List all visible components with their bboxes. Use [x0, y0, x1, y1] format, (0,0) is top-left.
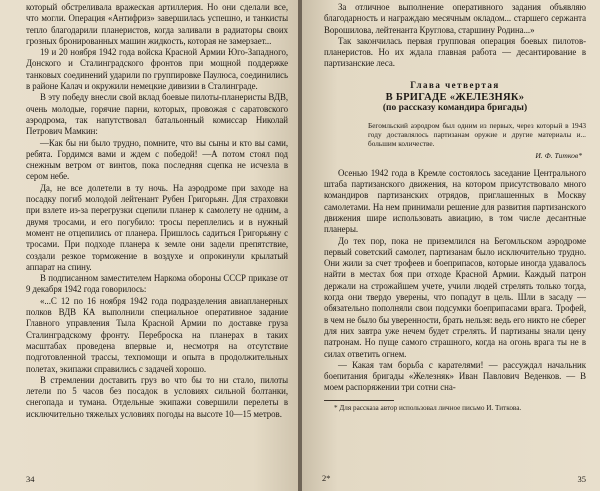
footnote-divider: [324, 400, 394, 401]
epigraph: Бегомльский аэродром был одним из первых, через который в 1943 году доставлялось партизанам оружие и другие материалы и... большим количестве.: [368, 120, 586, 148]
right-text-column: [324, 2, 586, 413]
paragraph: 19 и 20 ноября 1942 года войска Красной Армии Юго-Западного, Донского и Сталинградского фронтов при мощной поддержке танковых соединений ударили по группировке Паулюса, соединились в районе Калач и окружили немецкие дивизии в Сталинграде.: [26, 47, 288, 92]
left-text-column: [26, 2, 288, 420]
paragraph: Да, не все долетели в ту ночь. На аэродроме при заходе на посадку погиб молодой лейтенант Рубен Григорьян. Для страховки при взлете из-за перегрузки сцепили планер к самолету не одним, а двумя тросами, и его погубило: тросы переплелись и в нужный момент не отцепились от планера. Пришлось садиться Григорьяну с тросами. При подходе планера к земле они задели препятствие, создали резкое торможение в воздухе и опрокинули крылатый аппарат на спину.: [26, 182, 288, 272]
paragraph: В эту победу внесли свой вклад боевые пилоты-планеристы ВДВ, очень молодые, горячие парни, которых, провожая с саратовского аэродрома, так напутствовал батальонный комиссар Николай Петрович Мамкин:: [26, 92, 288, 137]
signature-mark: 2*: [322, 473, 331, 483]
page-number: 35: [577, 474, 586, 484]
left-page: [0, 0, 298, 491]
chapter-subtitle: (по рассказу командира бригады): [382, 102, 528, 113]
paragraph: В подписанном заместителем Наркома обороны СССР приказе от 9 декабря 1942 года говорилось:: [26, 273, 288, 295]
paragraph: За отличное выполнение оперативного задания объявляю благодарность и награждаю месячным окладом... старшего сержанта Ворошилова, лейтенанта Круглова, старшину Родина...»: [324, 2, 586, 35]
chapter-label: Глава четвертая: [410, 79, 500, 90]
footnote: * Для рассказа автор использовал личное письмо И. Титкова.: [334, 403, 522, 412]
chapter-title: В БРИГАДЕ «ЖЕЛЕЗНЯК»: [385, 91, 525, 103]
paragraph: —Как бы ни было трудно, помните, что вы сыны и кто вы сами, ребята. Гордимся вами и ждем с победой! —А потом стоял под снежным ветром от винтов, пока последняя сцепка не исчезла в сером небе.: [26, 137, 288, 182]
epigraph-author: И. Ф. Титков*: [535, 150, 582, 160]
page-number: 34: [26, 474, 35, 484]
paragraph: — Какая там борьба с карателями! — рассуждал начальник боепитания бригады «Железняк» Иван Павлович Веденков. — В моем распоряжении три сотни сна-: [324, 359, 586, 393]
right-page: [302, 0, 600, 491]
paragraph: Так закончилась первая групповая операция боевых пилотов-планеристов. Но их ждала главная работа — десантирование в партизанские леса.: [324, 35, 586, 69]
paragraph: До тех пор, пока не приземлился на Бегомльском аэродроме первый советский самолет, партизанам было исключительно трудно. Они жили за счет трофеев и боеприпасов, которые иногда удавалось найти в местах боя при отходе Красной Армии. Каждый патрон держали на строжайшем учете, учили людей стрелять только тогда, когда они твердо уверены, что попадут в цель. Шли в засаду — обязательно пополняли свои подсумки боеприпасами врага. Трофей, в чем не было бы уверенности, брать нельзя: ведь его никто не сберег для них завтра уже нечем будет стрелять. И партизаны знали цену патронам. Но пуще самого страшного, когда на огонь врага ты не в силах ответить огнем.: [324, 235, 586, 359]
paragraph: В стремлении доставить груз во что бы то ни стало, пилоты летели по 5 часов без посадок в условиях сильной болтанки, снегопада и тумана. Отдельные экипажи совершили перелеты в исключительно тяжелых условиях погоды на высоте 10—15 метров.: [26, 374, 288, 419]
paragraph: Осенью 1942 года в Кремле состоялось заседание Центрального штаба партизанского движения, на котором присутствовало много командиров партизанских отрядов, приглашенных в Москву самолетами. На нем принимали решение для развития партизанского движения шире использовать авиацию, в том числе десантные планеры.: [324, 167, 586, 235]
paragraph: который обстреливала вражеская артиллерия. Но они сделали все, что могли. Операция «Антифриз» завершилась успешно, и танкисты тепло благодарили планеристов, когда заливали в радиаторы своих грозных бронированных машин жидкость, которая не замерзает...: [26, 2, 288, 46]
paragraph: «...С 12 по 16 ноября 1942 года подразделения авиапланерных полков ВДВ КА выполнили специальное оперативное задание Главного управления Тыла Красной Армии по доставке груза Сталинградскому фронту. Переброска на планерах в таких масштабах проведена впервые и, несмотря на отсутствие подготовленной трассы, техпомощи и опыта в продолжительных полетах, экипажи справились с задачей хорошо.: [26, 295, 288, 374]
